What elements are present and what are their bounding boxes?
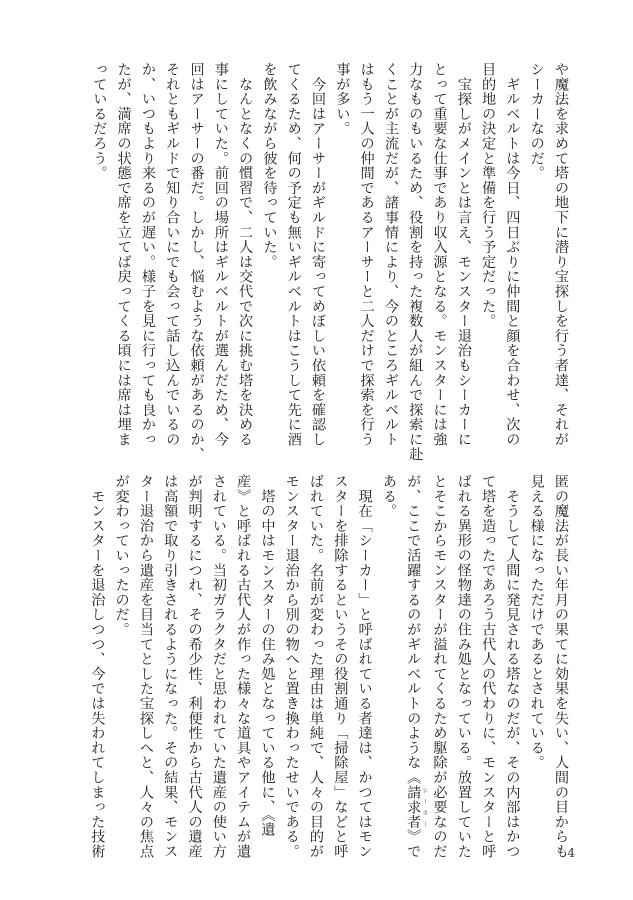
- text-column: とって重要な仕事であり収入源となる。モンスターには強: [431, 62, 448, 447]
- text-column: ばれていた。名前が変わった理由は単純で、人々の目的が: [308, 474, 325, 859]
- text-column: 事が多い。: [334, 62, 351, 136]
- text-column: 目的地の決定と準備を行う予定だった。: [480, 62, 497, 329]
- page-number: 4: [567, 846, 575, 860]
- text-column: 匿の魔法が長い年月の果てに効果を失い、人間の目からも: [553, 474, 569, 859]
- ruby-base: 請求者: [405, 784, 422, 830]
- text-column: たが、満席の状態で席を立てば戻ってくる頃には席は埋ま: [115, 62, 132, 447]
- text-column: モンスター退治から別の物へと置き換わったせいである。: [283, 474, 300, 859]
- text-column: ギルベルトは今日、四日ぶりに仲間と顔を合わせ、次の: [504, 62, 521, 447]
- text-column: ある。: [380, 474, 397, 519]
- ruby-prefix: が、ここで活躍するのがギルベルトのような《: [405, 474, 422, 785]
- text-column: とそこからモンスターが溢れてくるため駆除が必要なのだ: [431, 474, 448, 859]
- text-column: 塔の中はモンスターの住み処となっている他に、《遺: [259, 474, 276, 837]
- text-column: ばれる異形の怪物達の住み処となっている。放置していた: [455, 474, 472, 859]
- text-column: モンスターを退治しつつ、今では失われてしまった技術: [89, 474, 106, 859]
- text-column: てくるため、何の予定も無いギルベルトはこうして先に酒: [285, 62, 302, 447]
- text-column: そうして人間に発見される塔なのだが、その内部はかつ: [504, 474, 521, 859]
- text-column: 宝探しがメインとは言え、モンスター退治もシーカーに: [455, 62, 472, 447]
- text-column: か、いつもより来るのが遅い。様子を見に行っても良かっ: [139, 62, 156, 447]
- text-column: を飲みながら彼を待っていた。: [261, 62, 278, 270]
- text-column: は高額で取り引きされるようになった。その結果、モンス: [162, 474, 179, 859]
- text-column: や魔法を求めて塔の地下に潜り宝探しを行う者達、それが: [553, 62, 569, 447]
- text-block-lower: [89, 474, 573, 859]
- text-column: それともギルドで知り合いにでも会って話し込んでいるの: [164, 62, 181, 447]
- text-column: くことが主流だが、諸事情により、今のところギルベルト: [382, 62, 399, 447]
- text-column: ター退治から遺産を目当てとした宝探しへと、人々の焦点: [137, 474, 154, 859]
- ruby-reading: シーカー: [420, 784, 428, 830]
- text-column: 見える様になっただけであるとされている。: [528, 474, 545, 770]
- text-column: 今回はアーサーがギルドに寄ってめぼしい依頼を確認し: [310, 62, 327, 447]
- ruby-suffix: 》で: [405, 829, 422, 859]
- text-column: シーカーなのだ。: [528, 62, 545, 181]
- text-column: スターを排除するというその役割通り「掃除屋」などと呼: [332, 474, 349, 859]
- text-column: が変わっていったのだ。: [113, 474, 130, 637]
- text-column: はもう一人の仲間であるアーサーと二人だけで探索を行う: [358, 62, 375, 447]
- text-column: が判明するにつれ、その希少性、利便性から古代人の遺産: [186, 474, 203, 859]
- ruby-word: [405, 784, 428, 830]
- text-column: 現在「シーカー」と呼ばれている者達は、かつてはモン: [356, 474, 373, 859]
- text-block-upper: [91, 62, 573, 462]
- text-column: 回はアーサーの番だ。しかし、悩むような依頼があるのか、: [188, 62, 205, 462]
- text-column: されている。当初ガラクタだと思われていた遺産の使い方: [210, 474, 227, 859]
- text-column: て塔を造ったであろう古代人の代わりに、モンスターと呼: [480, 474, 497, 859]
- text-column: 力なものもいるため、役割を持った複数人が組んで探索に赴: [407, 62, 424, 462]
- text-column: っているだろう。: [91, 62, 108, 181]
- text-column: 産》と呼ばれる古代人が作った様々な道具やアイテムが遺: [235, 474, 252, 859]
- text-column: 事にしていた。前回の場所はギルベルトが選んだため、今: [212, 62, 229, 447]
- text-column: なんとなくの慣習で、二人は交代で次に挑む塔を決める: [237, 62, 254, 447]
- text-column-with-ruby: [401, 474, 428, 859]
